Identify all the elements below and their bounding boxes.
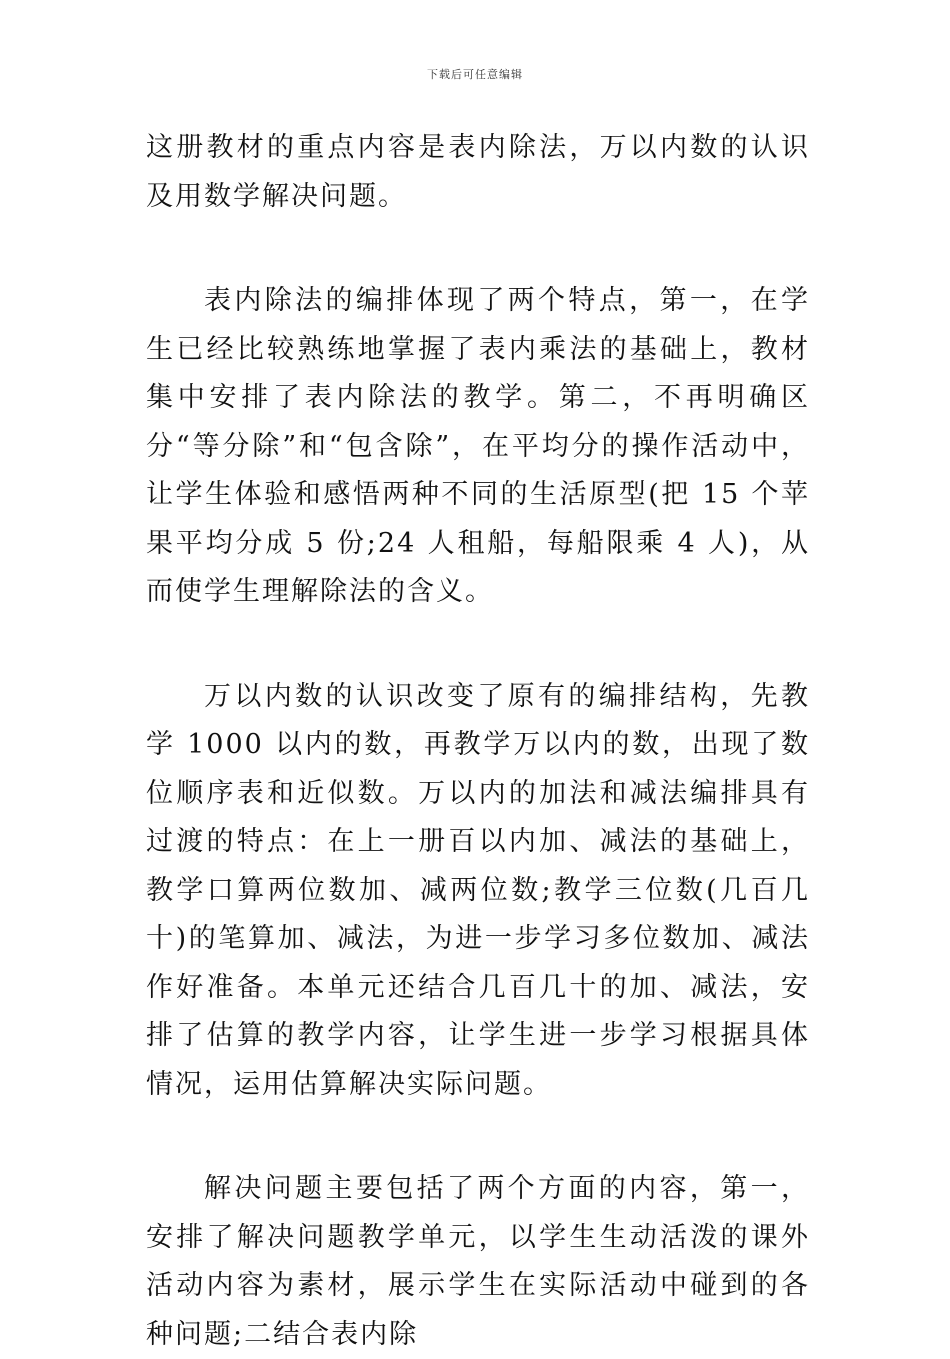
paragraph-3: 万以内数的认识改变了原有的编排结构，先教学 1000 以内的数，再教学万以内的数，出现了数位顺序表和近似数。万以内的加法和减法编排具有过渡的特点：在上一册百以内加、减法的基础上，教学口算两位数加、减两位数;教学三位数(几百几十)的笔算加、减法，为进一步学习多位数加、减法作好准备。本单元还结合几百几十的加、减法，安排了估算的教学内容，让学生进一步学习根据具体情况，运用估算解决实际问题。 [146,680,810,1100]
paragraph-1: 这册教材的重点内容是表内除法，万以内数的认识及用数学解决问题。 [146,132,810,212]
paragraph-2: 表内除法的编排体现了两个特点，第一，在学生已经比较熟练地掌握了表内乘法的基础上，教材集中安排了表内除法的教学。第二，不再明确区分“等分除”和“包含除”，在平均分的操作活动中，让学生体验和感悟两种不同的生活原型(把 15 个苹果平均分成 5 份;24 人租船，每船限乘 4 人)，从而使学生理解除法的含义。 [146,285,810,607]
paragraph-4: 解决问题主要包括了两个方面的内容，第一，安排了解决问题教学单元，以学生生动活泼的课外活动内容为素材，展示学生在实际活动中碰到的各种问题;二结合表内除 [146,1173,810,1350]
document-body [146,124,810,1359]
page-header-note: 下载后可任意编辑 [427,68,523,81]
